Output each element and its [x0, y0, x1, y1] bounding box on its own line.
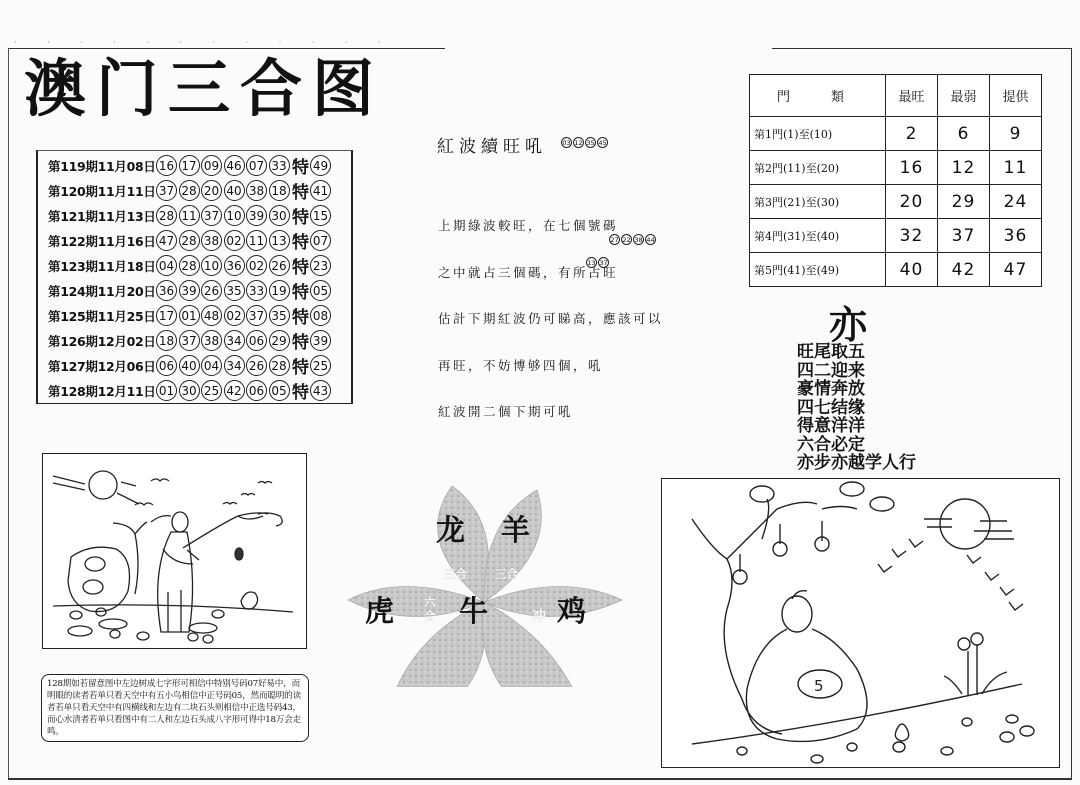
mini-ball: 22 — [622, 235, 631, 244]
number-ball: 28 — [156, 205, 177, 226]
number-ball: 10 — [201, 255, 222, 276]
door-stats-table — [749, 74, 1042, 287]
table-row — [750, 117, 1042, 151]
special-label: 特 — [292, 183, 309, 203]
cold-value: 29 — [938, 185, 990, 219]
poem-line: 四二迎来 — [797, 360, 865, 381]
draw-row — [48, 278, 333, 303]
birds-icon — [135, 479, 272, 505]
cold-value: 6 — [938, 117, 990, 151]
moon-icon — [924, 499, 1014, 549]
number-ball: 06 — [246, 380, 267, 401]
draw-label: 第128期12月11日 — [48, 383, 156, 399]
riddle-note: 128期如若留意图中左边树成七字形可相信中特别号码07好易中，而明眼的读者若单只看天空中有五小鸟相信中正号码05，然而聪明的读者若单只看天空中有四横线和左边有二块石头则相信中正选号码43，而心水清者若单只看图中有二人和左边石头成八字形可得中18万会走鸣。 — [41, 674, 309, 742]
special-label: 特 — [292, 333, 309, 353]
poem-line: 四七结缘 — [797, 397, 865, 418]
mini-ball: 27 — [610, 235, 619, 244]
illustration-woman-tree — [42, 453, 307, 649]
special-ball: 49 — [310, 155, 331, 176]
frame-top-left — [8, 48, 445, 49]
number-ball: 28 — [179, 255, 200, 276]
number-ball: 07 — [246, 155, 267, 176]
special-label: 特 — [292, 208, 309, 228]
commentary-line: 再旺，不妨博够四個，吼 — [438, 357, 604, 373]
number-ball: 35 — [269, 305, 290, 326]
tree-icon — [692, 482, 894, 734]
number-ball: 38 — [246, 180, 267, 201]
zodiac-flower-graphic — [342, 482, 627, 687]
frame-bottom — [8, 778, 1072, 780]
draw-label: 第120期11月11日 — [48, 183, 156, 199]
mini-ball: 37 — [599, 258, 608, 267]
mini-ball: 35 — [586, 138, 595, 147]
stones-icon — [737, 715, 1034, 763]
offer-value: 24 — [990, 185, 1042, 219]
number-ball: 25 — [201, 380, 222, 401]
frame-left — [8, 48, 9, 778]
draw-label: 第125期11月25日 — [48, 308, 156, 324]
mini-ball: 13 — [587, 258, 596, 267]
number-ball: 39 — [246, 205, 267, 226]
header-cold: 最弱 — [938, 75, 990, 117]
special-label: 特 — [292, 383, 309, 403]
draw-row — [48, 353, 333, 378]
number-ball: 26 — [201, 280, 222, 301]
zodiac-rooster: 鸡 — [557, 594, 587, 628]
commentary-numbers-line4 — [609, 234, 657, 245]
number-ball: 28 — [269, 355, 290, 376]
special-ball: 07 — [310, 230, 331, 251]
door-name: 第3門(21)至(30) — [750, 185, 886, 219]
number-ball: 26 — [246, 355, 267, 376]
number-ball: 40 — [224, 180, 245, 201]
mini-ball: 44 — [646, 235, 655, 244]
draw-label: 第121期11月13日 — [48, 208, 156, 224]
number-ball: 09 — [201, 155, 222, 176]
mini-ball: 03 — [562, 138, 571, 147]
draw-label: 第124期11月20日 — [48, 283, 156, 299]
commentary-line: 估計下期紅波仍可睇高，應該可以 — [438, 311, 664, 326]
zodiac-tiger: 虎 — [365, 594, 395, 628]
draw-label: 第119期11月08日 — [48, 158, 156, 174]
number-ball: 13 — [269, 230, 290, 251]
number-ball: 34 — [224, 330, 245, 351]
commentary-line: 上期綠波較旺，在七個號碼 — [438, 218, 619, 233]
table-row — [750, 253, 1042, 287]
chicken-icon — [241, 592, 258, 609]
number-ball: 29 — [269, 330, 290, 351]
draw-row — [48, 253, 333, 278]
red-wave-heading-numbers — [561, 137, 609, 148]
special-label: 特 — [292, 233, 309, 253]
number-ball: 06 — [156, 355, 177, 376]
tablet-number: 5 — [814, 677, 824, 695]
illustration-old-man-moon — [661, 478, 1060, 768]
tag-sanhe-left: 三合 — [444, 567, 467, 581]
number-ball: 47 — [156, 230, 177, 251]
hot-value: 40 — [886, 253, 938, 287]
zodiac-goat: 羊 — [501, 513, 531, 547]
number-ball: 34 — [224, 355, 245, 376]
offer-value: 11 — [990, 151, 1042, 185]
frame-right — [1071, 48, 1072, 778]
number-ball: 06 — [246, 330, 267, 351]
number-ball: 04 — [201, 355, 222, 376]
page-title: 澳门三合图 — [24, 52, 385, 125]
special-ball: 08 — [310, 305, 331, 326]
flower-plant-icon — [944, 633, 1007, 696]
hanging-fruit-icon — [733, 521, 829, 584]
header-door-type: 門 類 — [750, 75, 886, 117]
number-ball: 05 — [269, 380, 290, 401]
frame-top-right — [772, 48, 1072, 49]
commentary-line: 紅波開二個下期可吼 — [438, 404, 574, 419]
number-ball: 18 — [269, 180, 290, 201]
tag-chong: 冲 — [532, 609, 546, 625]
special-label: 特 — [292, 308, 309, 328]
sun-icon — [53, 471, 139, 504]
birds-icon — [878, 539, 1023, 610]
number-ball: 10 — [224, 205, 245, 226]
hot-value: 32 — [886, 219, 938, 253]
poem-line: 得意洋洋 — [797, 416, 865, 436]
header-hot: 最旺 — [886, 75, 938, 117]
number-ball: 36 — [224, 255, 245, 276]
number-ball: 02 — [224, 305, 245, 326]
poem-heading: 亦 — [829, 302, 868, 347]
number-ball: 38 — [201, 330, 222, 351]
door-name: 第1門(1)至(10) — [750, 117, 886, 151]
red-wave-commentary — [438, 187, 663, 435]
number-ball: 33 — [269, 155, 290, 176]
cold-value: 12 — [938, 151, 990, 185]
tree-icon — [113, 513, 282, 594]
draw-row — [48, 303, 333, 328]
draw-row — [48, 153, 333, 178]
number-ball: 26 — [269, 255, 290, 276]
number-ball: 18 — [156, 330, 177, 351]
number-ball: 42 — [224, 380, 245, 401]
table-row — [750, 151, 1042, 185]
hot-value: 2 — [886, 117, 938, 151]
offer-value: 47 — [990, 253, 1042, 287]
draw-row — [48, 178, 333, 203]
special-ball: 25 — [310, 355, 331, 376]
number-ball: 17 — [179, 155, 200, 176]
poem-line: 六合必定 — [797, 434, 865, 455]
zodiac-ox: 牛 — [459, 594, 489, 628]
number-ball: 37 — [179, 330, 200, 351]
special-ball: 15 — [310, 205, 331, 226]
table-row — [750, 185, 1042, 219]
poem-line: 豪情奔放 — [797, 379, 865, 399]
mini-ball: 45 — [598, 138, 607, 147]
draw-label: 第123期11月18日 — [48, 258, 156, 274]
special-label: 特 — [292, 283, 309, 303]
stones-icon — [68, 548, 243, 643]
commentary-line: 之中就占三個碼，有所占旺 — [438, 264, 619, 280]
number-ball: 11 — [246, 230, 267, 251]
table-header-row — [750, 75, 1042, 117]
commentary-numbers-line5 — [586, 257, 610, 268]
offer-value: 9 — [990, 117, 1042, 151]
scan-artifact-dots: · · · · · · · · · · · · — [14, 38, 395, 47]
number-ball: 28 — [179, 180, 200, 201]
offer-value: 36 — [990, 219, 1042, 253]
poem — [797, 343, 916, 473]
special-ball: 41 — [310, 180, 331, 201]
number-ball: 20 — [201, 180, 222, 201]
number-ball: 37 — [201, 205, 222, 226]
special-label: 特 — [292, 358, 309, 378]
number-ball: 40 — [179, 355, 200, 376]
number-ball: 38 — [201, 230, 222, 251]
hot-value: 20 — [886, 185, 938, 219]
draw-row — [48, 228, 333, 253]
draw-results-list — [36, 150, 353, 404]
door-name: 第5門(41)至(49) — [750, 253, 886, 287]
tag-sanhe-right: 三合 — [495, 567, 518, 581]
special-ball: 05 — [310, 280, 331, 301]
number-ball: 37 — [156, 180, 177, 201]
door-name: 第4門(31)至(40) — [750, 219, 886, 253]
number-ball: 17 — [156, 305, 177, 326]
number-ball: 02 — [224, 230, 245, 251]
number-ball: 35 — [224, 280, 245, 301]
number-ball: 11 — [179, 205, 200, 226]
red-wave-heading: 紅波續旺吼 — [437, 137, 547, 157]
special-ball: 39 — [310, 330, 331, 351]
number-ball: 48 — [201, 305, 222, 326]
hot-value: 16 — [886, 151, 938, 185]
zodiac-dragon: 龙 — [436, 513, 466, 547]
draw-row — [48, 203, 333, 228]
woman-figure-icon — [158, 512, 199, 632]
number-ball: 01 — [156, 380, 177, 401]
number-ball: 36 — [156, 280, 177, 301]
draw-label: 第122期11月16日 — [48, 233, 156, 249]
draw-row — [48, 378, 333, 403]
tag-liuhe: 六合 — [424, 595, 436, 623]
number-ball: 16 — [156, 155, 177, 176]
number-ball: 30 — [179, 380, 200, 401]
special-ball: 43 — [310, 380, 331, 401]
number-ball: 19 — [269, 280, 290, 301]
poem-line: 旺尾取五 — [797, 342, 865, 362]
mini-ball: 12 — [574, 138, 583, 147]
flower-petals-icon — [348, 486, 622, 687]
table-row — [750, 219, 1042, 253]
number-ball: 33 — [246, 280, 267, 301]
draw-row — [48, 328, 333, 353]
number-ball: 04 — [156, 255, 177, 276]
special-label: 特 — [292, 258, 309, 278]
number-ball: 01 — [179, 305, 200, 326]
cold-value: 37 — [938, 219, 990, 253]
number-ball: 37 — [246, 305, 267, 326]
number-ball: 46 — [224, 155, 245, 176]
number-ball: 39 — [179, 280, 200, 301]
rock-icon — [68, 547, 130, 611]
header-offer: 提供 — [990, 75, 1042, 117]
number-ball: 02 — [246, 255, 267, 276]
mini-ball: 38 — [634, 235, 643, 244]
special-label: 特 — [292, 158, 309, 178]
number-ball: 30 — [269, 205, 290, 226]
draw-label: 第127期12月06日 — [48, 358, 156, 374]
draw-label: 第126期12月02日 — [48, 333, 156, 349]
number-ball: 28 — [179, 230, 200, 251]
poem-line: 亦步亦越学人行 — [797, 453, 916, 473]
cold-value: 42 — [938, 253, 990, 287]
door-name: 第2門(11)至(20) — [750, 151, 886, 185]
special-ball: 23 — [310, 255, 331, 276]
